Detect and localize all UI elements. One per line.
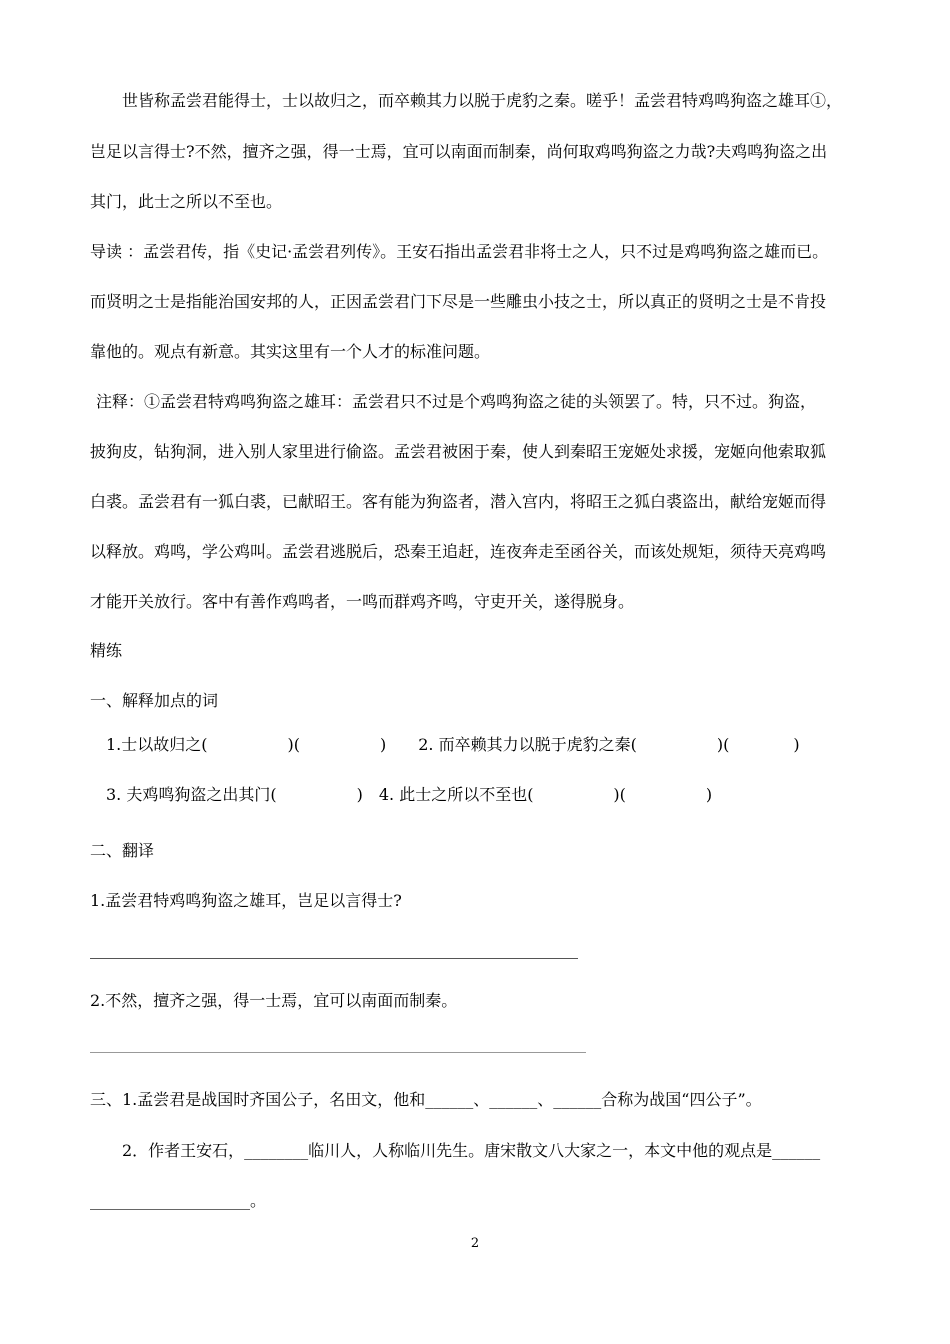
passage-line-2: 岂足以言得士?不然，擅齐之强，得一士焉，宜可以南面而制秦，尚何取鸡鸣狗盗之力哉?夫鸡鸣狗盗之出 xyxy=(90,142,828,161)
fill-question-1: 三、1.孟尝君是战国时齐国公子，名田文，他和______、______、______合称为战国“四公子”。 xyxy=(90,1090,762,1109)
notes-line-2: 披狗皮，钻狗洞，进入别人家里进行偷盗。孟尝君被困于秦，使人到秦昭王宠姬处求援，宠姬向他索取狐 xyxy=(90,442,827,461)
passage-line-3: 其门，此士之所以不至也。 xyxy=(90,192,283,211)
notes-line-5: 才能开关放行。客中有善作鸡鸣者，一鸣而群鸡齐鸣，守吏开关，遂得脱身。 xyxy=(90,592,635,611)
translate-question-1: 1.孟尝君特鸡鸣狗盗之雄耳，岂足以言得士? xyxy=(90,891,402,910)
passage-line-1: 世皆称孟尝君能得士，士以故归之，而卒赖其力以脱于虎豹之秦。嗟乎！孟尝君特鸡鸣狗盗之雄耳①， xyxy=(122,91,843,110)
fill-question-2: 2．作者王安石，________临川人，人称临川先生。唐宋散文八大家之一，本文中他的观点是______ xyxy=(122,1141,821,1160)
section1-title: 一、解释加点的词 xyxy=(90,691,219,710)
page-number: 2 xyxy=(470,1236,480,1251)
section1-row-1: 1.士以故归之( )( ) 2. 而卒赖其力以脱于虎豹之秦( )( ) xyxy=(106,735,800,754)
guide-line-1: 导读 ：孟尝君传，指《史记·孟尝君列传》。王安石指出孟尝君非将士之人，只不过是鸡鸣狗盗之雄而已。 xyxy=(90,242,829,261)
section2-title: 二、翻译 xyxy=(90,841,155,860)
notes-line-3: 白裘。孟尝君有一狐白裘，已献昭王。客有能为狗盗者，潜入宫内，将昭王之狐白裘盗出，献给宠姬而得 xyxy=(90,492,827,511)
section1-row-2: 3. 夫鸡鸣狗盗之出其门( ) 4. 此士之所以不至也( )( ) xyxy=(106,785,713,804)
notes-line-4: 以释放。鸡鸣，学公鸡叫。孟尝君逃脱后，恐秦王追赶，连夜奔走至函谷关，而该处规矩，须待天亮鸡鸣 xyxy=(90,542,827,561)
translate-question-2: 2.不然，擅齐之强，得一士焉，宜可以南面而制秦。 xyxy=(90,991,458,1010)
guide-line-2: 而贤明之士是指能治国安邦的人，正因孟尝君门下尽是一些雕虫小技之士，所以真正的贤明之士是不肯投 xyxy=(90,292,827,311)
fill-question-2-continued: ____________________。 xyxy=(90,1191,267,1210)
answer-line-2[interactable] xyxy=(90,1052,586,1053)
practice-heading: 精练 xyxy=(90,641,123,660)
notes-line-1: 注释：①孟尝君特鸡鸣狗盗之雄耳：孟尝君只不过是个鸡鸣狗盗之徒的头领罢了。特，只不过。狗盗， xyxy=(96,392,817,411)
guide-line-3: 靠他的。观点有新意。其实这里有一个人才的标准问题。 xyxy=(90,342,491,361)
answer-line-1[interactable] xyxy=(90,958,578,959)
